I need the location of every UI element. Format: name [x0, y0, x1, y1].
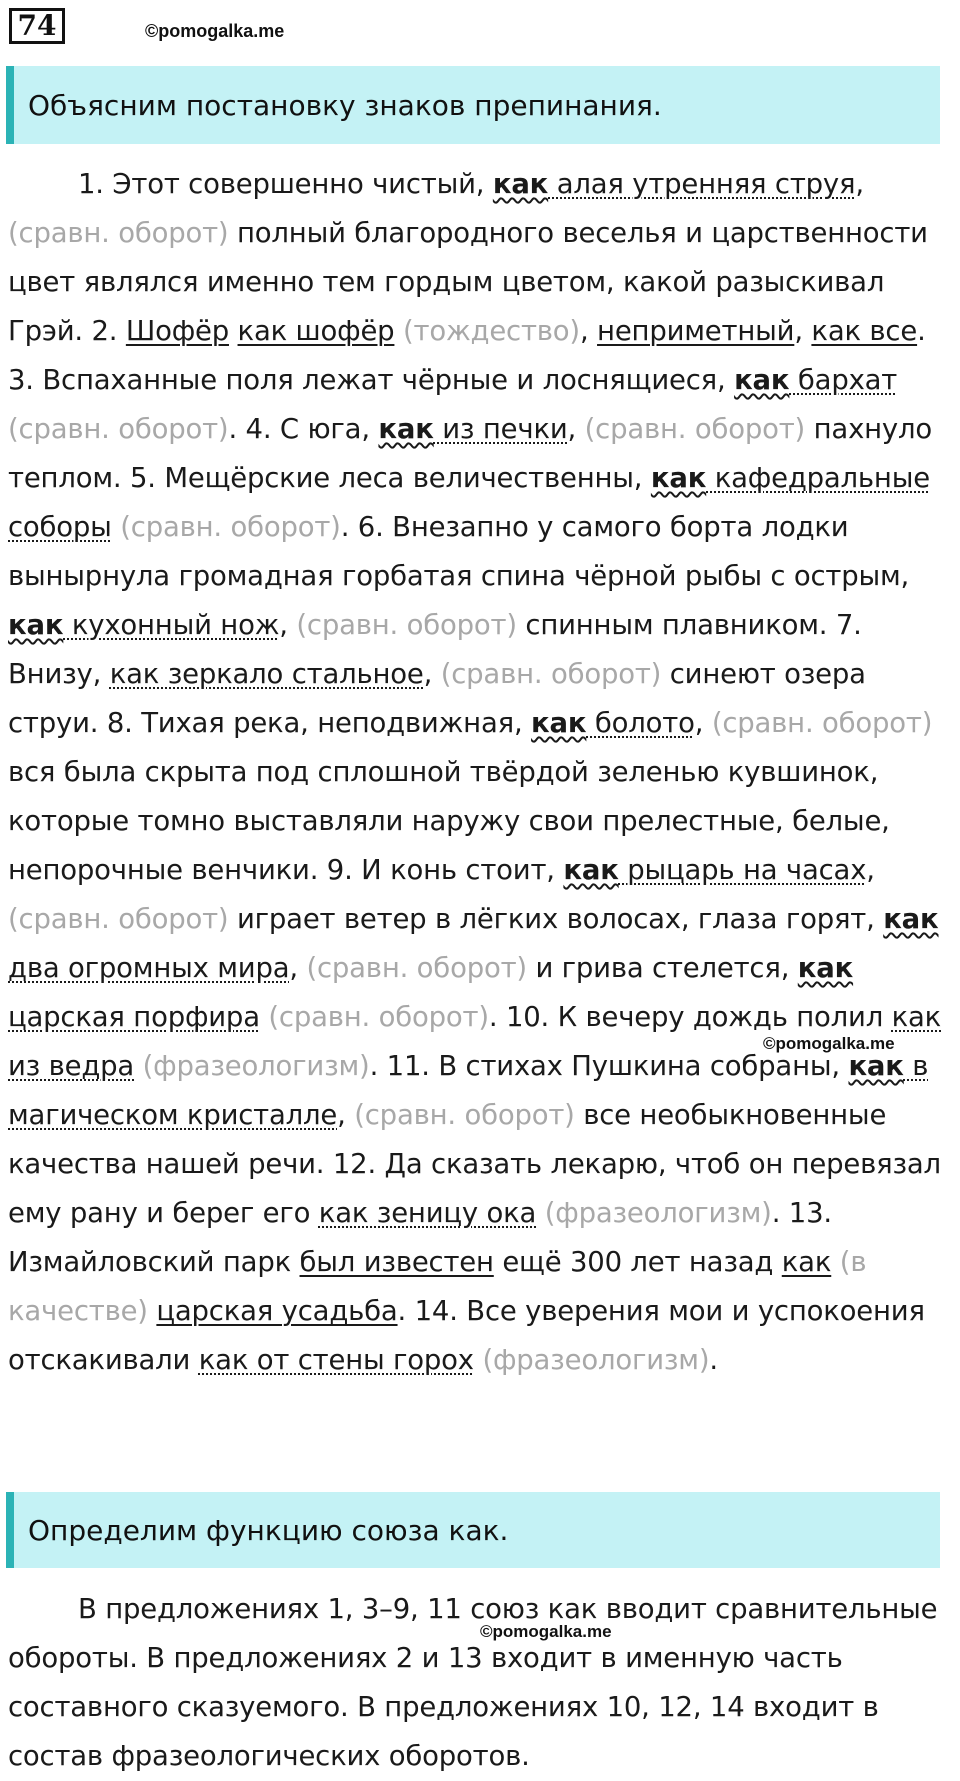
comment: (тождество): [402, 315, 580, 347]
text: спинным плавником. 7. Внизу,: [8, 609, 862, 690]
text: . 10. К вечеру дождь полил: [488, 1001, 892, 1033]
conjunction-kak: как: [8, 609, 64, 641]
comment: (сравн. оборот): [268, 1001, 489, 1033]
sentences-text: [8, 160, 958, 1385]
text: играет ветер в лёгких волосах, глаза горят,: [228, 903, 884, 935]
comment: (сравн. оборот): [8, 903, 229, 935]
idiom-phrase: как из ведра: [8, 1001, 942, 1082]
text: все необыкновенные качества нашей речи. 12. Да сказать лекарю, чтоб он перевязал ему рану и берег его: [8, 1099, 941, 1229]
text: ещё 300 лет назад: [493, 1246, 782, 1278]
conjunction-kak: как: [492, 168, 549, 200]
conjunction-kak: как: [734, 364, 790, 396]
predicate-underline: был известен: [299, 1246, 494, 1278]
comparative-phrase: болото: [586, 707, 695, 739]
comparative-phrase: два огромных мира: [8, 952, 290, 984]
comment: (фразеологизм): [544, 1197, 772, 1229]
text: ,: [794, 315, 812, 347]
comparative-phrase: кафедральные соборы: [8, 462, 930, 543]
text: синеют озера струи. 8. Тихая река, неподвижная,: [8, 658, 866, 739]
text: . 6. Внезапно у самого борта лодки вынырнула громадная горбатая спина чёрной рыбы с острым,: [8, 511, 910, 592]
comparative-phrase: как зеркало стальное: [109, 658, 424, 690]
text: . 4. С юга,: [228, 413, 379, 445]
comparative-phrase: в магическом кристалле: [8, 1050, 929, 1131]
predicate-underline: как: [781, 1246, 832, 1278]
comment: (фразеологизм): [142, 1050, 370, 1082]
text: [112, 511, 121, 543]
text: . 3. Вспаханные поля лежат чёрные и лоснящиеся,: [8, 315, 926, 396]
conjunction-kak: как: [650, 462, 707, 494]
subject-underline: Шофёр: [125, 315, 229, 347]
text: ,: [855, 168, 864, 200]
text: ,: [423, 658, 441, 690]
comparative-phrase: алая утренняя струя: [548, 168, 856, 200]
text: ,: [579, 315, 598, 347]
comment: (в качестве): [8, 1246, 867, 1327]
comparative-phrase: царская порфира: [8, 1001, 260, 1033]
text: . 13. Измайловский парк: [8, 1197, 832, 1278]
text: [536, 1197, 545, 1229]
text: . 14. Все уверения мои и успокоения отскакивали: [8, 1295, 925, 1376]
comparative-phrase: рыцарь на часах: [618, 854, 867, 886]
text: пахнуло теплом. 5. Мещёрские леса величественны,: [8, 413, 932, 494]
text: ,: [279, 609, 297, 641]
watermark-bottom: ©pomogalka.me: [480, 1622, 612, 1641]
comment: (сравн. оборот): [584, 413, 806, 445]
text: .: [709, 1344, 718, 1376]
predicate-underline: неприметный: [597, 315, 795, 347]
text: ,: [694, 707, 712, 739]
conjunction-kak: как: [797, 952, 854, 984]
predicate-underline: как все: [811, 315, 918, 347]
comment: (сравн. оборот): [8, 217, 229, 249]
text: ,: [289, 952, 307, 984]
text: ,: [866, 854, 875, 886]
text: 1. Этот совершенно чистый,: [78, 168, 493, 200]
watermark-top: ©pomogalka.me: [145, 21, 285, 41]
section-banner-punctuation: Объясним постановку знаков препинания.: [6, 66, 940, 144]
text: ,: [337, 1099, 355, 1131]
comparative-phrase: бархат: [789, 364, 898, 396]
idiom-phrase: как от стены горох: [198, 1344, 474, 1376]
comment: (фразеологизм): [482, 1344, 710, 1376]
text: [229, 315, 238, 347]
comment: (сравн. оборот): [296, 609, 517, 641]
conjunction-kak: как: [883, 903, 939, 935]
conclusion-text: [8, 1585, 958, 1781]
comparative-phrase: из печки: [433, 413, 568, 445]
text: полный благородного веселья и царственности цвет являлся именно тем гордым цветом, какой разыскивал Грэй. 2.: [8, 217, 928, 347]
comment: (сравн. оборот): [120, 511, 341, 543]
text: [394, 315, 403, 347]
comment: (сравн. оборот): [440, 658, 662, 690]
comment: (сравн. оборот): [711, 707, 933, 739]
predicate-underline: как шофёр: [237, 315, 395, 347]
conclusion: В предложениях 1, 3–9, 11 союз как вводит сравнительные обороты. В предложениях 2 и 13 входит в именную часть составного сказуемого. В предложениях 10, 12, 14 входит в состав фразеологических оборотов.: [8, 1593, 938, 1772]
text: вся была скрыта под сплошной твёрдой зеленью кувшинок, которые томно выставляли наружу свои прелестные, белые, непорочные венчики. 9. И конь стоит,: [8, 756, 890, 886]
conjunction-kak: как: [848, 1050, 904, 1082]
section-banner-function: Определим функцию союза как.: [6, 1492, 940, 1568]
watermark-middle: ©pomogalka.me: [763, 1034, 895, 1053]
idiom-phrase: как зеницу ока: [318, 1197, 537, 1229]
text: [831, 1246, 840, 1278]
comment: (сравн. оборот): [354, 1099, 575, 1131]
conjunction-kak: как: [378, 413, 434, 445]
conjunction-kak: как: [563, 854, 619, 886]
text: и грива стелется,: [526, 952, 798, 984]
text: [134, 1050, 143, 1082]
task-number: 74: [9, 8, 65, 44]
conjunction-kak: как: [531, 707, 587, 739]
predicate-underline: царская усадьба: [156, 1295, 398, 1327]
comment: (сравн. оборот): [8, 413, 229, 445]
text: ,: [567, 413, 585, 445]
comparative-phrase: кухонный нож: [63, 609, 280, 641]
comment: (сравн. оборот): [306, 952, 527, 984]
text: . 11. В стихах Пушкина собраны,: [369, 1050, 849, 1082]
